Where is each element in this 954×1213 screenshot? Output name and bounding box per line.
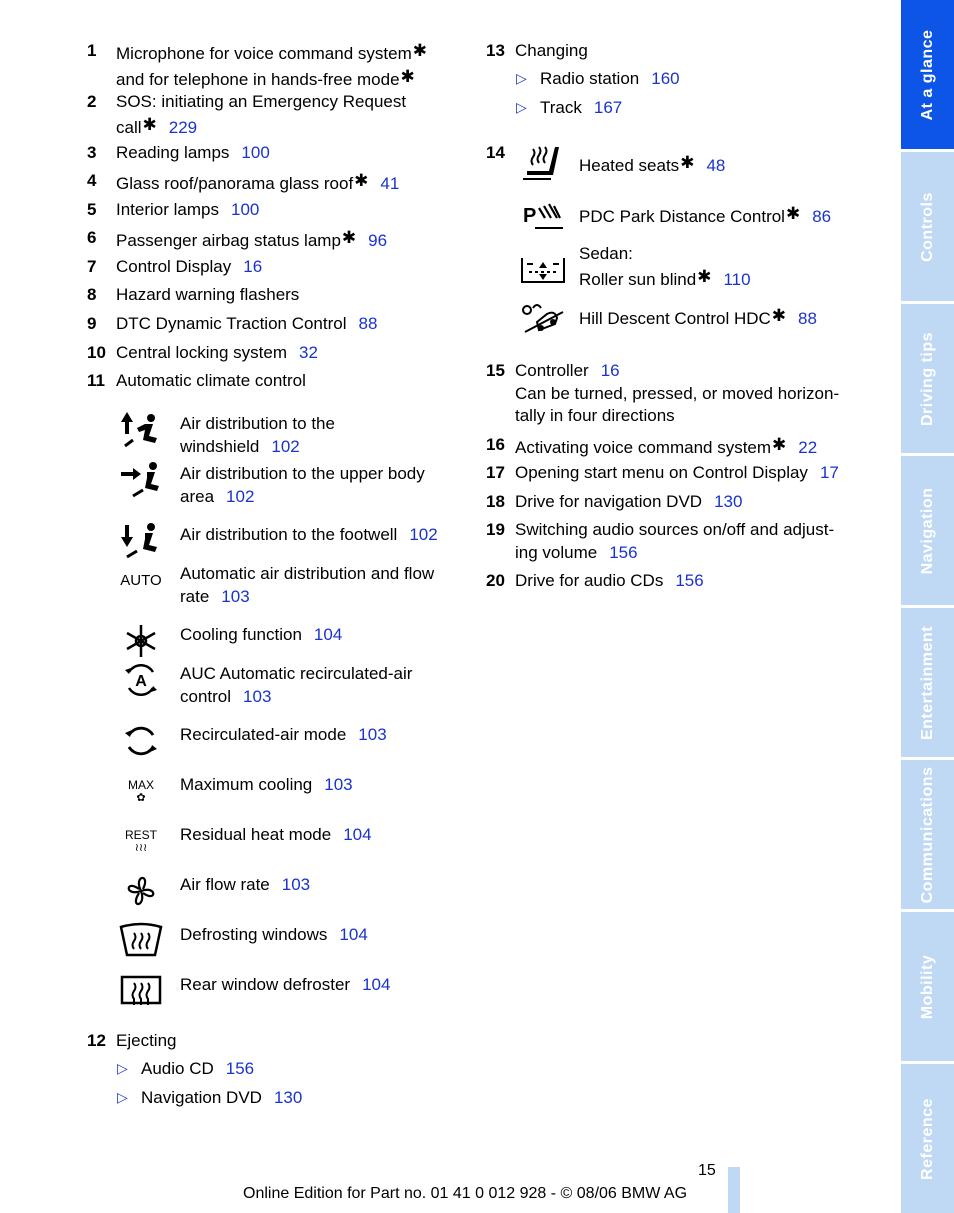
item-description: [579, 152, 725, 178]
item-line: [515, 570, 704, 593]
climate-description: [180, 413, 335, 458]
item-line: [180, 624, 342, 647]
footnote-star-icon: ✱: [400, 66, 415, 86]
item-description: [116, 227, 387, 253]
item-number: 6: [87, 228, 97, 247]
climate-description: [180, 463, 425, 508]
section-sidebar: [901, 0, 954, 1213]
item-text: area: [180, 486, 215, 506]
item-text: PDC Park Distance Control: [579, 207, 785, 226]
item-text: Air distribution to the upper body: [180, 464, 425, 483]
footnote-star-icon: ✱: [341, 228, 357, 247]
air-windshield-icon: [118, 410, 164, 450]
item-line: [116, 91, 406, 114]
bullet-triangle-icon: ▷: [117, 1089, 128, 1105]
item-line: [515, 491, 742, 514]
page-reference-link[interactable]: 103: [281, 875, 311, 894]
item-text: Audio CD: [141, 1059, 214, 1078]
item-number: 13: [486, 41, 505, 60]
item-text: Maximum cooling: [180, 775, 313, 794]
item-text: Air distribution to the: [180, 414, 335, 433]
item-description: [116, 370, 306, 393]
item-line: [180, 486, 425, 509]
item-line: [180, 724, 387, 747]
item-number: 15: [486, 361, 505, 380]
item-line: [180, 924, 368, 947]
page-reference-link[interactable]: 104: [313, 625, 343, 644]
auc-icon: [118, 660, 164, 700]
bullet-triangle-icon: ▷: [117, 1060, 128, 1076]
climate-description: [180, 974, 390, 997]
item-text: SOS: initiating an Emergency Request: [116, 92, 407, 111]
sub-item: [540, 68, 680, 91]
item-description: [116, 256, 262, 279]
item-number: 8: [87, 285, 97, 304]
hdc-icon: [518, 298, 568, 338]
page-number: 15: [698, 1162, 716, 1179]
item-line: [116, 227, 387, 253]
item-text: Hazard warning flashers: [116, 285, 300, 304]
sidebar-tab-label: Controls: [918, 191, 936, 262]
page-reference-link[interactable]: 167: [593, 98, 623, 117]
item-description: [116, 284, 299, 307]
icon-label: AUTO: [120, 571, 162, 589]
item-line: [579, 266, 751, 292]
item-text: Ejecting: [116, 1031, 177, 1050]
sidebar-tab-mobility[interactable]: [901, 912, 954, 1061]
footnote-star-icon: ✱: [354, 171, 369, 190]
icon-label: REST: [124, 828, 157, 842]
item-text: Heated seats: [579, 156, 680, 175]
item-text: Air flow rate: [180, 875, 270, 894]
item-text: Controller: [515, 361, 589, 380]
page-reference-link[interactable]: 41: [380, 174, 400, 193]
defrost-windshield-icon: [118, 921, 164, 961]
item-text: Microphone for voice command system: [116, 44, 412, 63]
page-reference-link[interactable]: 104: [343, 825, 372, 844]
item-text: Activating voice command system: [515, 438, 772, 457]
item-text: Recirculated-air mode: [180, 725, 347, 744]
page-reference-link[interactable]: 104: [339, 925, 368, 944]
sub-item: [141, 1087, 302, 1110]
item-number: 11: [87, 371, 105, 390]
item-text: Automatic climate control: [116, 371, 306, 390]
page-reference-link[interactable]: 17: [819, 463, 839, 482]
item-number: 10: [87, 343, 106, 362]
item-text: Cooling function: [180, 625, 302, 644]
item-text: rate: [180, 586, 210, 606]
footnote-star-icon: ✱: [142, 114, 157, 134]
climate-description: [180, 563, 434, 608]
item-number: 18: [486, 492, 505, 511]
item-line: [515, 542, 834, 565]
footnote-star-icon: ✱: [785, 204, 801, 223]
item-line: [180, 663, 412, 686]
page-reference-link[interactable]: 86: [812, 207, 832, 226]
item-description: [116, 313, 377, 336]
page-reference-link[interactable]: 102: [271, 436, 300, 456]
item-number: 4: [87, 171, 97, 190]
page-reference-link[interactable]: 103: [221, 586, 250, 606]
page-reference-link[interactable]: 22: [798, 438, 818, 457]
item-text: Central locking system: [116, 343, 288, 362]
item-line: [579, 203, 831, 229]
item-number: 20: [486, 571, 505, 590]
item-description: [515, 462, 839, 485]
item-description: [116, 199, 259, 222]
item-description: [116, 170, 399, 196]
heated-seat-icon: [518, 143, 568, 183]
page-reference-link[interactable]: 103: [324, 775, 353, 794]
item-description: [515, 434, 817, 460]
item-description: [515, 519, 834, 564]
item-number: 19: [486, 520, 505, 539]
climate-description: [180, 874, 310, 897]
item-line: [116, 114, 406, 140]
item-description: [515, 491, 742, 514]
item-line: [180, 463, 425, 486]
item-number: 1: [87, 41, 97, 60]
item-line: [116, 170, 399, 196]
sidebar-tab-communications[interactable]: [901, 760, 954, 909]
footnote-star-icon: ✱: [412, 41, 427, 60]
page-reference-link[interactable]: 100: [241, 143, 270, 162]
page-marker: [728, 1167, 740, 1213]
climate-description: [180, 624, 342, 647]
item-text: DTC Dynamic Traction Control: [116, 314, 347, 333]
item-line: [116, 40, 427, 66]
auto-icon: [118, 560, 164, 600]
item-line: [515, 519, 834, 542]
item-line: [116, 142, 270, 165]
item-description: [515, 40, 588, 63]
page-reference-link[interactable]: 130: [273, 1088, 303, 1107]
svg-text:P: P: [523, 205, 537, 227]
item-text: Navigation DVD: [141, 1088, 262, 1107]
item-line: [116, 370, 306, 393]
sidebar-tab-reference[interactable]: [901, 1064, 954, 1213]
item-text: tally in four directions: [515, 406, 675, 425]
item-number: 9: [87, 314, 97, 333]
sidebar-tab-label: Entertainment: [918, 625, 936, 740]
rest-icon: [118, 821, 164, 861]
sidebar-tab-label: Reference: [918, 1097, 936, 1180]
item-line: [180, 524, 438, 547]
item-number: 5: [87, 200, 97, 219]
item-text: Switching audio sources on/off and adjust-: [515, 520, 835, 539]
item-line: [180, 563, 434, 586]
item-line: [515, 360, 839, 383]
item-line: [116, 284, 299, 307]
fan-small-icon: ✿: [136, 792, 146, 804]
item-line: [515, 462, 839, 485]
page-reference-link[interactable]: 130: [714, 492, 743, 511]
page-reference-link[interactable]: 16: [243, 257, 263, 276]
sun-blind-icon: [518, 250, 568, 290]
item-line: [116, 313, 377, 336]
page-reference-link[interactable]: 110: [723, 269, 751, 289]
item-number: 3: [87, 143, 97, 162]
item-description: [116, 1030, 176, 1053]
recirculation-icon: [118, 721, 164, 761]
page-reference-link[interactable]: 88: [358, 314, 378, 333]
item-text: and for telephone in hands-free mode: [116, 69, 400, 89]
item-line: [515, 383, 839, 406]
page-reference-link[interactable]: 100: [230, 200, 260, 219]
item-number: 2: [87, 92, 97, 111]
sidebar-tab-label: Mobility: [918, 954, 936, 1019]
page-reference-link[interactable]: 156: [675, 571, 704, 590]
page-reference-link[interactable]: 229: [168, 117, 198, 137]
item-text: Radio station: [540, 69, 640, 88]
item-description: [579, 203, 831, 229]
page-reference-link[interactable]: 156: [609, 542, 638, 562]
item-description: [579, 305, 817, 331]
item-line: [180, 974, 390, 997]
item-text: Defrosting windows: [180, 925, 328, 944]
item-number: 12: [87, 1031, 106, 1050]
item-description: [116, 91, 406, 139]
rear-defrost-icon: [118, 971, 164, 1011]
sidebar-tab-label: Navigation: [918, 487, 936, 574]
page-reference-link[interactable]: 103: [243, 686, 272, 706]
item-line: [180, 874, 310, 897]
item-text: Drive for audio CDs: [515, 571, 664, 590]
item-text: Glass roof/panorama glass roof: [116, 174, 354, 193]
page-reference-link[interactable]: 88: [798, 309, 817, 328]
item-line: [180, 413, 335, 436]
air-footwell-icon: [118, 521, 164, 561]
item-number: 16: [486, 435, 505, 454]
sidebar-tab-controls[interactable]: [901, 152, 954, 301]
climate-description: [180, 924, 368, 947]
climate-description: [180, 524, 438, 547]
pdc-icon: [518, 196, 568, 236]
page-reference-link[interactable]: 32: [299, 343, 318, 362]
item-number: 14: [486, 143, 505, 162]
page-reference-link[interactable]: 102: [409, 525, 438, 544]
item-text: Residual heat mode: [180, 825, 332, 844]
item-text: windshield: [180, 436, 260, 456]
item-number: 17: [486, 463, 505, 482]
item-text: Hill Descent Control HDC: [579, 309, 771, 328]
snowflake-icon: [118, 621, 164, 661]
item-line: [180, 586, 434, 609]
max-cooling-icon: [118, 771, 164, 811]
item-text: Drive for navigation DVD: [515, 492, 703, 511]
fan-icon: [118, 871, 164, 911]
item-line: [180, 436, 335, 459]
climate-description: [180, 663, 412, 708]
page-reference-link[interactable]: 104: [362, 975, 391, 994]
item-text: Opening start menu on Control Display: [515, 463, 808, 482]
item-line: [579, 243, 751, 266]
sidebar-tab-label: At a glance: [918, 29, 936, 120]
air-upper-body-icon: [118, 460, 164, 500]
footnote-star-icon: ✱: [680, 153, 695, 172]
item-text: Sedan:: [579, 244, 633, 263]
item-line: [116, 66, 427, 92]
item-description: [579, 243, 751, 291]
item-description: [515, 570, 704, 593]
footnote-star-icon: ✱: [697, 266, 712, 286]
page-reference-link[interactable]: 96: [368, 231, 388, 250]
item-text: Passenger airbag status lamp: [116, 231, 341, 250]
item-line: [180, 824, 372, 847]
page-reference-link[interactable]: 156: [225, 1059, 255, 1078]
item-text: Reading lamps: [116, 143, 230, 162]
item-line: [515, 434, 817, 460]
item-text: call: [116, 117, 142, 137]
page-reference-link[interactable]: 103: [358, 725, 387, 744]
sidebar-tab-at-a-glance[interactable]: [901, 0, 954, 149]
item-text: AUC Automatic recirculated-air: [180, 664, 413, 683]
item-description: [116, 342, 318, 365]
footer-text: Online Edition for Part no. 01 41 0 012 928 - © 08/06 BMW AG: [243, 1185, 688, 1202]
climate-description: [180, 824, 372, 847]
item-line: [180, 686, 412, 709]
sidebar-tab-navigation[interactable]: [901, 456, 954, 605]
sub-item: [540, 97, 622, 120]
climate-description: [180, 724, 387, 747]
page-reference-link[interactable]: 16: [600, 361, 620, 380]
item-line: [579, 305, 817, 331]
svg-text:A: A: [135, 673, 147, 690]
item-number: 7: [87, 257, 97, 276]
item-line: [579, 152, 725, 178]
item-text: ing volume: [515, 542, 598, 562]
item-text: control: [180, 686, 232, 706]
heat-waves-icon: ≀≀≀: [134, 842, 148, 854]
sidebar-tab-driving-tips[interactable]: [901, 304, 954, 453]
item-text: Changing: [515, 41, 588, 60]
item-text: Can be turned, pressed, or moved horizon-: [515, 383, 840, 403]
item-description: [116, 142, 270, 165]
climate-description: [180, 774, 353, 797]
item-line: [116, 256, 262, 279]
item-line: [116, 342, 318, 365]
footnote-star-icon: ✱: [771, 306, 787, 325]
item-text: Roller sun blind: [579, 269, 697, 289]
footnote-star-icon: ✱: [772, 435, 787, 454]
sub-item: [141, 1058, 254, 1081]
item-text: Air distribution to the footwell: [180, 525, 398, 544]
page-reference-link[interactable]: 48: [706, 156, 726, 175]
icon-label: MAX: [127, 778, 154, 792]
page-reference-link[interactable]: 160: [651, 69, 680, 88]
page-reference-link[interactable]: 102: [226, 486, 255, 506]
item-text: Track: [540, 98, 582, 117]
bullet-triangle-icon: ▷: [516, 99, 527, 115]
item-description: [116, 40, 427, 91]
item-text: Interior lamps: [116, 200, 219, 219]
item-description: [515, 360, 839, 428]
sidebar-tab-label: Communications: [918, 766, 936, 903]
bullet-triangle-icon: ▷: [516, 70, 527, 86]
sidebar-tab-label: Driving tips: [918, 331, 936, 426]
item-line: [116, 199, 259, 222]
item-text: Automatic air distribution and flow: [180, 564, 435, 583]
item-line: [180, 774, 353, 797]
item-text: Rear window defroster: [180, 975, 351, 994]
item-line: [515, 405, 839, 428]
sidebar-tab-entertainment[interactable]: [901, 608, 954, 757]
item-text: Control Display: [116, 257, 232, 276]
